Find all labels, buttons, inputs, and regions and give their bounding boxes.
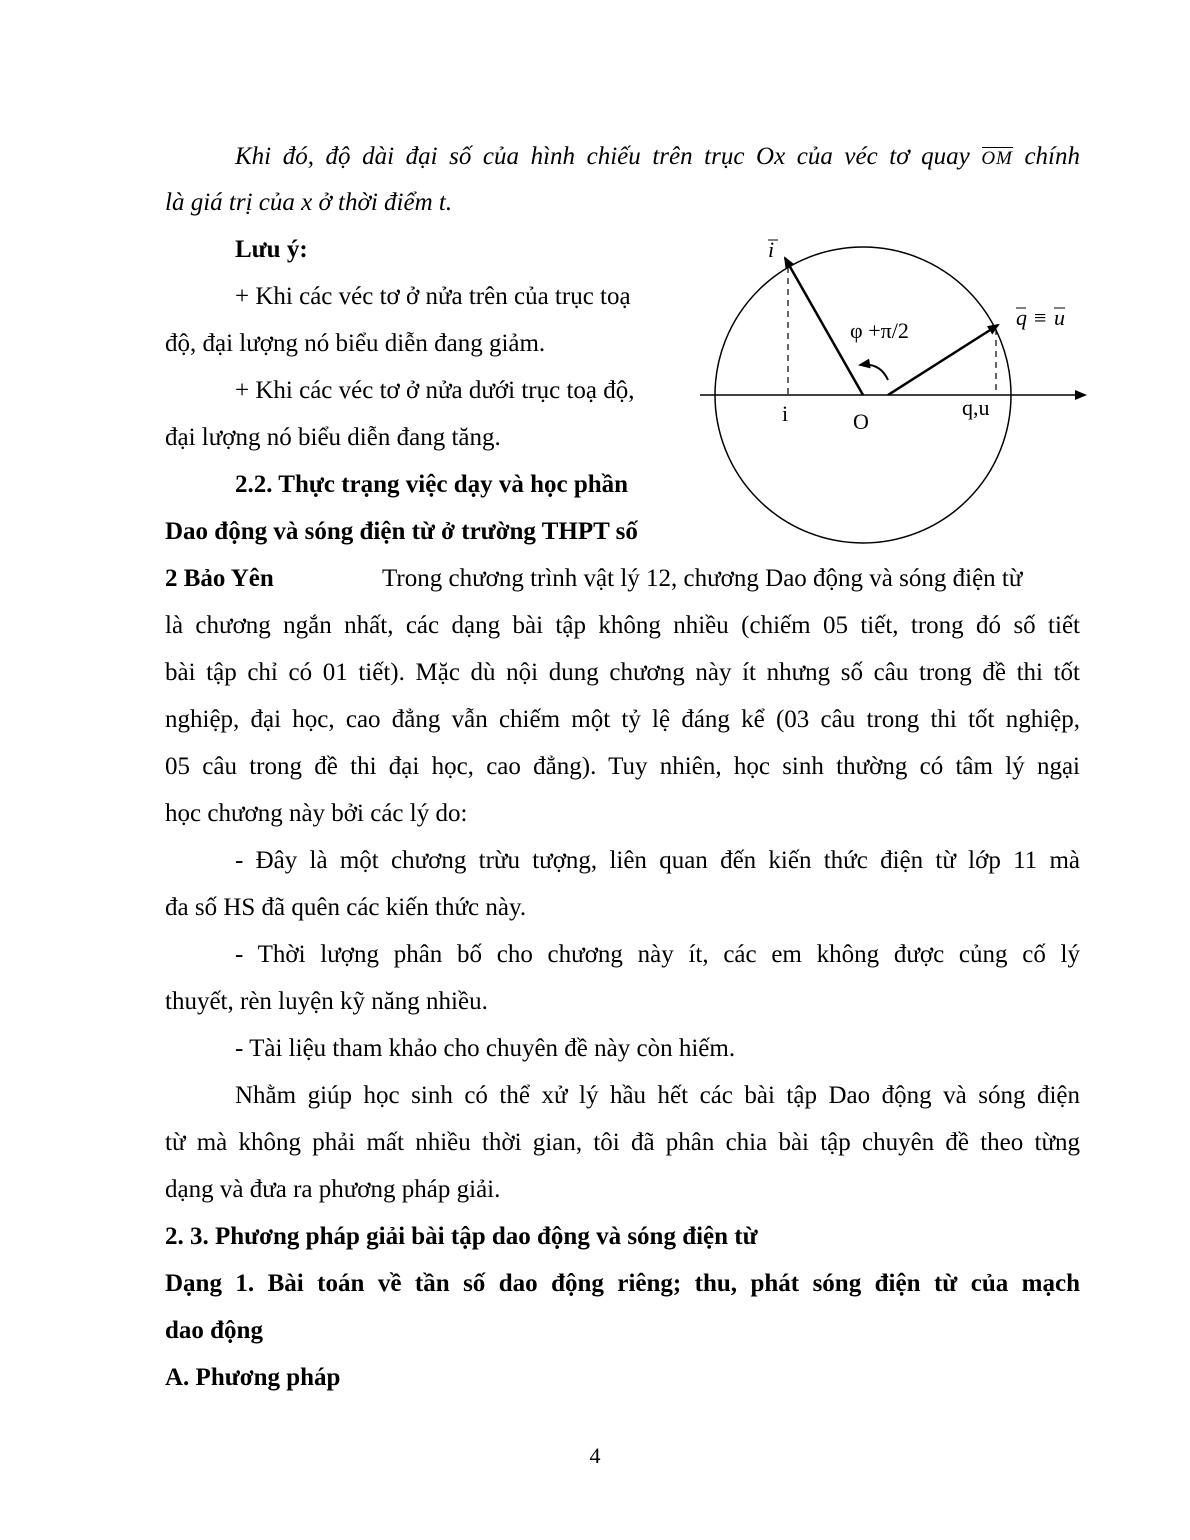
section-2-2-heading-line-1: 2.2. Thực trạng việc dạy và học phần	[235, 471, 629, 498]
note-line-3: + Khi các véc tơ ở nửa dưới trục toạ độ,	[235, 377, 635, 404]
reason-2-line-2: thuyết, rèn luyện kỹ năng nhiều.	[165, 988, 488, 1015]
intro-line-2: là giá trị của x ở thời điểm t.	[165, 189, 453, 216]
phasor-diagram	[690, 225, 1090, 545]
axis-i-label: i	[782, 401, 789, 426]
reason-3-line-1: - Tài liệu tham khảo cho chuyên đề này còn hiếm.	[235, 1035, 736, 1062]
angle-label: φ +π/2	[850, 318, 909, 343]
conclusion-line-2: từ mà không phải mất nhiều thời gian, tôi đã phân chia bài tập chuyên đề theo từng	[165, 1129, 1080, 1156]
i-vector-label: i	[768, 237, 775, 262]
om-vector-label: OM	[981, 144, 1013, 174]
q-vector-label: q	[1016, 305, 1027, 330]
note-heading: Lưu ý:	[235, 236, 308, 263]
dang-1-heading-line-1: Dạng 1. Bài toán về tần số dao động riêng; thu, phát sóng điện từ của mạch	[165, 1270, 1080, 1297]
reason-1-line-1: - Đây là một chương trừu tượng, liên quan đến kiến thức điện từ lớp 11 mà	[235, 847, 1080, 874]
section-2-2-heading-line-3: 2 Bảo Yên	[165, 565, 274, 592]
u-vector-label: u	[1054, 305, 1065, 330]
intro-line-1	[235, 142, 1080, 174]
section-2-2-heading-line-2: Dao động và sóng điện từ ở trường THPT số	[165, 518, 638, 545]
body-line-1: Trong chương trình vật lý 12, chương Dao động và sóng điện từ	[382, 565, 1023, 592]
angle-arc	[860, 365, 888, 380]
dang-1-heading-line-2: dao động	[165, 1317, 263, 1344]
body-line-4: nghiệp, đại học, cao đẳng vẫn chiếm một tỷ lệ đáng kể (03 câu trong thi tốt nghiệp,	[165, 706, 1080, 733]
conclusion-line-1: Nhằm giúp học sinh có thể xử lý hầu hết các bài tập Dao động và sóng điện	[235, 1082, 1080, 1109]
reason-2-line-1: - Thời lượng phân bố cho chương này ít, các em không được củng cố lý	[235, 941, 1080, 968]
intro-text-before: Khi đó, độ dài đại số của hình chiếu trên trục Ox của véc tơ quay	[235, 143, 982, 170]
body-line-5: 05 câu trong đề thi đại học, cao đẳng). Tuy nhiên, học sinh thường có tâm lý ngại	[165, 753, 1080, 780]
body-line-6: học chương này bởi các lý do:	[165, 800, 468, 827]
intro-text-after: chính	[1012, 143, 1080, 170]
reason-1-line-2: đa số HS đã quên các kiến thức này.	[165, 894, 527, 921]
section-2-3-heading: 2. 3. Phương pháp giải bài tập dao động và sóng điện từ	[165, 1223, 758, 1250]
note-line-2: độ, đại lượng nó biểu diễn đang giảm.	[165, 330, 546, 357]
page-number: 4	[589, 1443, 601, 1468]
body-line-3: bài tập chỉ có 01 tiết). Mặc dù nội dung chương này ít nhưng số câu trong đề thi tốt	[165, 659, 1080, 686]
origin-label: O	[853, 409, 869, 434]
equiv-symbol: ≡	[1034, 305, 1047, 330]
note-line-4: đại lượng nó biểu diễn đang tăng.	[165, 424, 501, 451]
body-line-2: là chương ngắn nhất, các dạng bài tập không nhiều (chiếm 05 tiết, trong đó số tiết	[165, 612, 1080, 639]
conclusion-line-3: dạng và đưa ra phương pháp giải.	[165, 1176, 501, 1203]
note-line-1: + Khi các véc tơ ở nửa trên của trục toạ	[235, 283, 631, 310]
section-2-2-line-3	[165, 564, 1080, 594]
sub-heading-a: A. Phương pháp	[165, 1364, 341, 1391]
axis-qu-label: q,u	[962, 395, 990, 420]
